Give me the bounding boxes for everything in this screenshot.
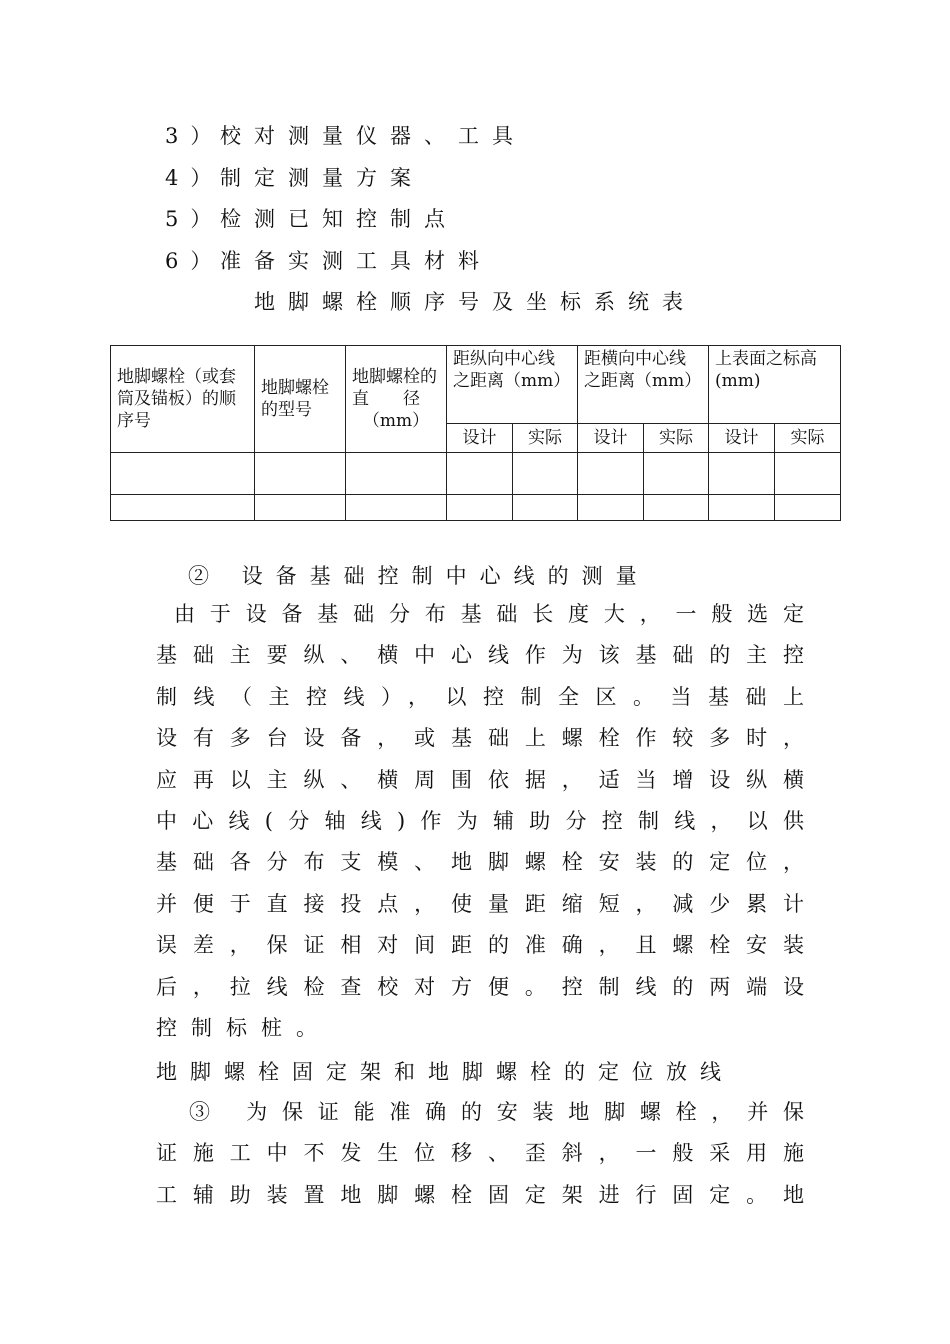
header-diameter-line2: 直 径	[352, 389, 420, 409]
table-title: 地脚螺栓顺序号及坐标系统表	[254, 290, 696, 314]
paragraph-line: 基础主要纵、横中心线作为该基础的主控	[156, 643, 804, 668]
table-cell	[709, 453, 775, 495]
paragraph-line: ③ 为保证能准确的安装地脚螺栓，并保	[189, 1100, 804, 1124]
paragraph-line: 控制标桩。	[156, 1015, 331, 1040]
header-sequence: 地脚螺栓（或套筒及锚板）的顺序号	[111, 346, 255, 453]
table-cell	[346, 453, 447, 495]
paragraph-control-lines	[156, 594, 804, 1049]
paragraph-line: 由于设备基础分布基础长度大，一般选定	[174, 602, 804, 626]
table-cell	[513, 495, 578, 521]
step-6	[165, 249, 492, 273]
header-diameter-line3: （mm）	[362, 411, 430, 431]
bolt-coordinate-table	[110, 345, 841, 521]
step-3	[165, 124, 526, 148]
header-actual: 实际	[644, 424, 709, 453]
table-cell	[709, 495, 775, 521]
paragraph-line: 设有多台设备，或基础上螺栓作较多时，	[156, 726, 804, 751]
table-row	[111, 495, 841, 521]
header-actual: 实际	[513, 424, 578, 453]
header-design: 设计	[447, 424, 513, 453]
step-text: 校对测量仪器、工具	[220, 124, 526, 148]
table-cell	[513, 453, 578, 495]
table-cell	[578, 495, 644, 521]
paragraph-line: 制线（主控线），以控制全区。当基础上	[156, 684, 804, 709]
paragraph-line: 误差，保证相对间距的准确，且螺栓安装	[156, 933, 804, 958]
paragraph-line: 证施工中不发生位移、歪斜，一般采用施	[156, 1141, 804, 1166]
step-number: 5）	[165, 207, 224, 231]
header-longitudinal: 距纵向中心线之距离（mm）	[447, 346, 578, 424]
paragraph-line: 并便于直接投点，使量距缩短，减少累计	[156, 891, 804, 916]
header-diameter	[346, 346, 447, 453]
table-cell	[255, 453, 346, 495]
step-text: 制定测量方案	[220, 166, 424, 190]
paragraph-anchor-frame	[156, 1092, 804, 1216]
step-4	[165, 166, 424, 190]
table-cell	[255, 495, 346, 521]
step-text: 准备实测工具材料	[220, 249, 492, 273]
table-cell	[111, 495, 255, 521]
table-cell	[346, 495, 447, 521]
paragraph-line: 中心线(分轴线)作为辅助分控制线，以供	[156, 808, 804, 833]
step-5	[165, 207, 458, 231]
step-number: 3）	[165, 124, 224, 148]
step-text: 检测已知控制点	[220, 207, 458, 231]
table-cell	[644, 495, 709, 521]
paragraph-line: 基础各分布支模、地脚螺栓安装的定位，	[156, 850, 804, 875]
header-elevation: 上表面之标高(mm)	[709, 346, 841, 424]
section-heading: ② 设备基础控制中心线的测量	[188, 564, 650, 588]
table-cell	[111, 453, 255, 495]
paragraph-line: 应再以主纵、横周围依据，适当增设纵横	[156, 767, 804, 792]
header-transverse: 距横向中心线之距离（mm）	[578, 346, 709, 424]
table-cell	[578, 453, 644, 495]
header-design: 设计	[709, 424, 775, 453]
step-number: 6）	[165, 249, 224, 273]
subheading: 地脚螺栓固定架和地脚螺栓的定位放线	[156, 1060, 734, 1084]
table-cell	[447, 495, 513, 521]
header-diameter-line1: 地脚螺栓的	[352, 367, 437, 387]
table-row	[111, 453, 841, 495]
header-model: 地脚螺栓的型号	[255, 346, 346, 453]
header-actual: 实际	[775, 424, 841, 453]
table-cell	[447, 453, 513, 495]
paragraph-line: 后，拉线检查校对方便。控制线的两端设	[156, 974, 804, 999]
table-cell	[775, 495, 841, 521]
table-cell	[775, 453, 841, 495]
table-cell	[644, 453, 709, 495]
step-number: 4）	[165, 166, 224, 190]
paragraph-line: 工辅助装置地脚螺栓固定架进行固定。地	[156, 1182, 804, 1207]
header-design: 设计	[578, 424, 644, 453]
